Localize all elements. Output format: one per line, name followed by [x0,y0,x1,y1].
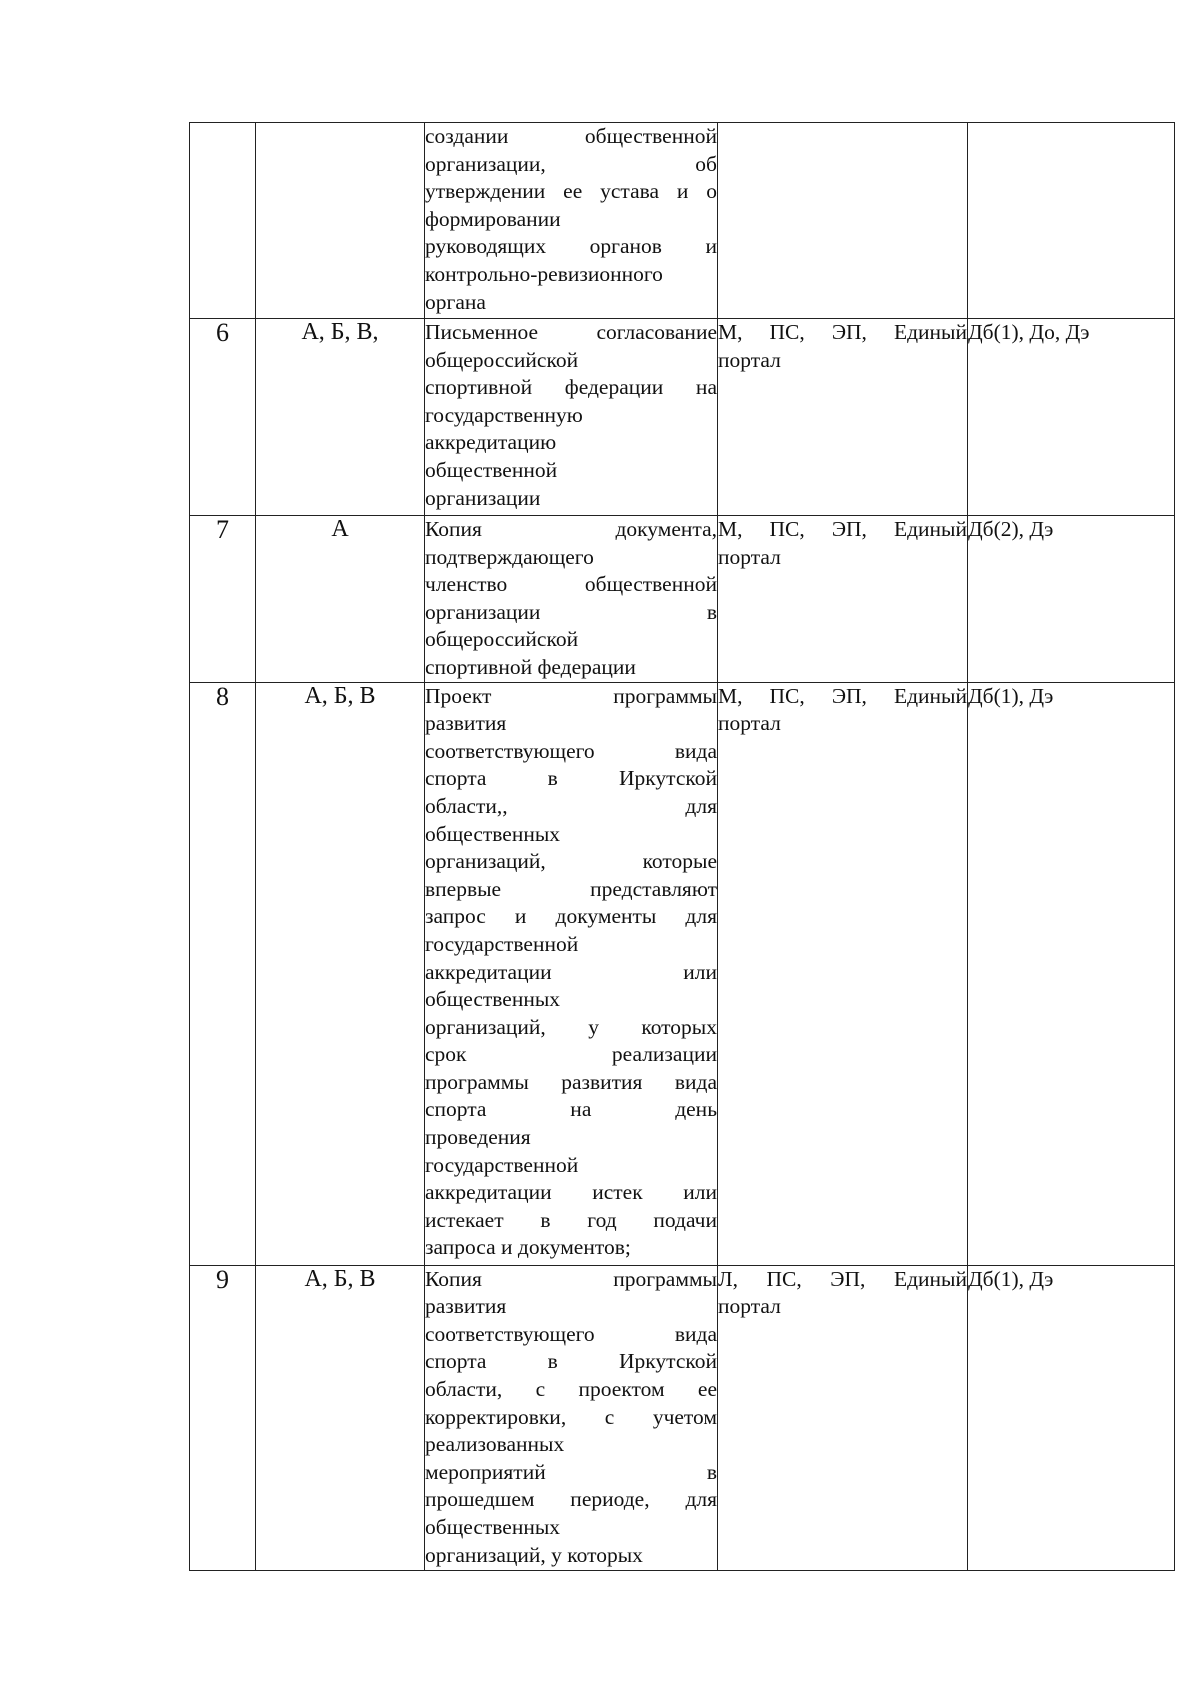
document-description-line: руководящих органов и [425,234,717,259]
submission-methods [718,682,968,1265]
document-description [425,516,718,683]
document-description-line: Копия программы [425,1266,717,1291]
document-description-line: программы развития вида [425,1069,717,1094]
document-description-line: аккредитации или [425,959,717,984]
document-description-line: организации, об [425,151,717,176]
document-description-line: государственной [425,931,579,956]
submission-methods-line: портал [718,347,781,372]
applicant-categories: А, Б, В [256,682,425,1265]
document-description-line: мероприятий в [425,1459,717,1484]
document-description [425,1265,718,1570]
document-description-line: утверждении ее устава и о [425,179,717,204]
document-description-line: создании общественной [425,124,717,148]
document-codes: Дб(1), До, Дэ [968,319,1175,516]
submission-methods-line: Л, ПС, ЭП, Единый [718,1266,967,1291]
document-description [425,319,718,516]
document-description-line: подтверждающего [425,544,594,569]
document-description-line: корректировки, с учетом [425,1404,717,1429]
row-number: 7 [190,516,256,683]
document-description-line: соответствующего вида [425,1321,717,1346]
document-description-line: области, с проектом ее [425,1376,717,1401]
document-description-line: запроса и документов; [425,1235,631,1260]
row-number: 8 [190,682,256,1265]
document-description-line: общероссийской [425,627,579,652]
document-description-line: организаций, которые [425,849,717,874]
submission-methods-line: М, ПС, ЭП, Единый [718,683,967,708]
table-row [190,516,1175,683]
document-description-line: общественных [425,821,561,846]
document-description [425,682,718,1265]
document-description-line: развития [425,711,507,736]
table-row [190,1265,1175,1570]
document-description-line: спорта в Иркутской [425,1349,717,1374]
document-description-line: членство общественной [425,572,717,597]
document-description-line: организации в [425,599,717,624]
document-codes: Дб(2), Дэ [968,516,1175,683]
table-row [190,682,1175,1265]
document-description-line: Проект программы [425,683,717,708]
document-description-line: органа [425,289,486,314]
applicant-categories: А [256,516,425,683]
document-description-line: организации [425,485,541,510]
document-codes: Дб(1), Дэ [968,1265,1175,1570]
row-number [190,123,256,319]
document-codes: Дб(1), Дэ [968,682,1175,1265]
document-description-line: общественной [425,457,558,482]
table-body [190,123,1175,1571]
document-description-line: общественных [425,1514,561,1539]
document-description-line: запрос и документы для [425,904,717,929]
document-description-line: области,, для [425,793,717,818]
document-description-line: истекает в год подачи [425,1207,717,1232]
document-description-line: спорта в Иркутской [425,766,717,791]
document-description-line: аккредитации истек или [425,1180,717,1205]
document-description-line: впервые представляют [425,876,717,901]
document-description-line: Копия документа, [425,517,717,541]
applicant-categories [256,123,425,319]
documents-table [189,122,1175,1571]
document-description-line: общероссийской [425,347,579,372]
applicant-categories: А, Б, В [256,1265,425,1570]
document-description-line: проведения [425,1125,531,1150]
document-codes [968,123,1175,319]
submission-methods [718,516,968,683]
table-row [190,123,1175,319]
document-description-line: организаций, у которых [425,1542,643,1567]
document-description-line: аккредитацию [425,430,557,455]
document-description-line: соответствующего вида [425,738,717,763]
document-description [425,123,718,319]
document-description-line: Письменное согласование [425,320,717,344]
submission-methods [718,123,968,319]
applicant-categories: А, Б, В, [256,319,425,516]
submission-methods [718,319,968,516]
document-description-line: контрольно-ревизионного [425,261,663,286]
document-description-line: срок реализации [425,1042,717,1067]
document-description-line: спорта на день [425,1097,717,1122]
document-description-line: развития [425,1294,507,1319]
document-description-line: государственную [425,402,583,427]
document-description-line: организаций, у которых [425,1014,717,1039]
document-description-line: прошедшем периоде, для [425,1487,717,1512]
row-number: 6 [190,319,256,516]
submission-methods-line: М, ПС, ЭП, Единый [718,517,967,541]
submission-methods-line: портал [718,711,781,736]
document-description-line: спортивной федерации на [425,375,717,400]
submission-methods-line: М, ПС, ЭП, Единый [718,320,967,344]
submission-methods-line: портал [718,1294,781,1319]
document-description-line: государственной [425,1152,579,1177]
document-description-line: реализованных [425,1432,565,1457]
table-row [190,319,1175,516]
row-number: 9 [190,1265,256,1570]
document-description-line: общественных [425,987,561,1012]
submission-methods [718,1265,968,1570]
submission-methods-line: портал [718,544,781,569]
document-description-line: спортивной федерации [425,654,636,679]
document-description-line: формировании [425,206,561,231]
